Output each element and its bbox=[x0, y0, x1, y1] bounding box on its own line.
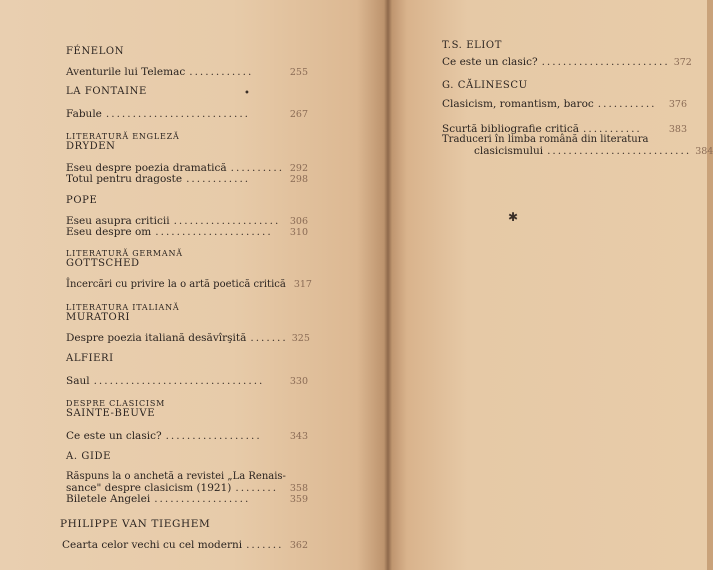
leader-dots: .................... bbox=[173, 215, 281, 227]
author-heading: FÉNELON bbox=[66, 46, 125, 57]
toc-entry bbox=[66, 332, 308, 345]
page-number: 359 bbox=[289, 494, 308, 505]
author-heading: POPE bbox=[66, 195, 98, 206]
page-number: 267 bbox=[289, 109, 308, 120]
entry-text-line: Răspuns la o anchetă a revistei „La Renais- bbox=[66, 471, 286, 482]
toc-entry bbox=[442, 56, 692, 69]
entry-title: Încercări cu privire la o artă poetică critică bbox=[66, 279, 286, 290]
right-page bbox=[388, 0, 713, 570]
entry-title: Despre poezia italiană desăvîrşită bbox=[66, 332, 247, 344]
leader-dots: ........................ bbox=[541, 56, 670, 68]
author-heading: ALFIERI bbox=[66, 353, 114, 364]
toc-entry bbox=[66, 108, 308, 121]
entry-title: clasicismului bbox=[474, 145, 544, 157]
toc-entry bbox=[474, 145, 713, 158]
section-heading: DESPRE CLASICISM bbox=[66, 399, 166, 408]
leader-dots: ....... bbox=[246, 539, 284, 551]
entry-text-line: Traduceri în limba română din literatura bbox=[442, 134, 649, 145]
page-number: 330 bbox=[289, 376, 308, 387]
ink-blot: ✱ bbox=[508, 210, 519, 224]
page-number: 362 bbox=[289, 540, 308, 551]
entry-title: Aventurile lui Telemac bbox=[66, 66, 186, 78]
leader-dots: .................. bbox=[165, 430, 262, 442]
entry-title: Clasicism, romantism, baroc bbox=[442, 98, 594, 110]
leader-dots: ........................... bbox=[105, 108, 251, 120]
leader-dots: ........... bbox=[583, 123, 642, 135]
entry-title: sance" despre clasicism (1921) bbox=[66, 482, 232, 494]
page-number: 343 bbox=[289, 431, 308, 442]
page-number: 292 bbox=[289, 163, 308, 174]
leader-dots: ........................... bbox=[547, 145, 692, 157]
toc-entry bbox=[442, 98, 687, 111]
entry-title: Totul pentru dragoste bbox=[66, 173, 183, 185]
toc-entry bbox=[66, 66, 308, 79]
author-heading: G. CĂLINESCU bbox=[442, 80, 528, 91]
toc-entry bbox=[66, 173, 308, 186]
leader-dots: ...................... bbox=[155, 226, 273, 238]
page-number: 383 bbox=[668, 124, 687, 135]
entry-title: Eseu asupra criticii bbox=[66, 215, 170, 227]
entry-title: Cearta celor vechi cu cel moderni bbox=[62, 539, 243, 551]
leader-dots: ........ bbox=[235, 482, 279, 494]
toc-entry bbox=[66, 279, 312, 291]
page-number: 310 bbox=[289, 227, 308, 238]
toc-entry bbox=[66, 375, 308, 388]
leader-dots: .......... bbox=[230, 162, 285, 174]
entry-title: Eseu despre om bbox=[66, 226, 152, 238]
page-number: 372 bbox=[673, 57, 692, 68]
page-number: 317 bbox=[293, 279, 312, 290]
ink-speck: • bbox=[244, 88, 250, 99]
author-heading: GOTTSCHED bbox=[66, 258, 140, 269]
entry-title: Ce este un clasic? bbox=[442, 56, 538, 68]
page-number: 255 bbox=[289, 67, 308, 78]
page-number: 306 bbox=[289, 216, 308, 227]
leader-dots: ....... bbox=[250, 332, 288, 344]
author-heading: DRYDEN bbox=[66, 141, 116, 152]
entry-title: Fabule bbox=[66, 108, 102, 120]
entry-title: Biletele Angelei bbox=[66, 493, 151, 505]
book-spine-shadow bbox=[384, 0, 392, 570]
page-number: 358 bbox=[289, 483, 308, 494]
author-heading: MURATORI bbox=[66, 312, 131, 323]
entry-title: Eseu despre poezia dramatică bbox=[66, 162, 227, 174]
toc-entry bbox=[66, 493, 308, 506]
leader-dots: ........... bbox=[597, 98, 657, 110]
entry-title: Scurtă bibliografie critică bbox=[442, 123, 580, 135]
page-number: 376 bbox=[668, 99, 687, 110]
leader-dots: ................................ bbox=[93, 375, 265, 387]
toc-entry bbox=[66, 226, 308, 239]
page-number: 384 bbox=[695, 146, 713, 157]
leader-dots: .................. bbox=[154, 493, 251, 505]
author-heading: A. GIDE bbox=[66, 451, 112, 462]
author-heading: LA FONTAINE bbox=[66, 86, 147, 97]
author-heading: PHILIPPE VAN TIEGHEM bbox=[60, 518, 211, 530]
toc-entry bbox=[66, 430, 308, 443]
page-number: 298 bbox=[289, 174, 308, 185]
author-heading: T.S. ELIOT bbox=[442, 40, 502, 51]
section-heading: LITERATURA ITALIANĂ bbox=[66, 303, 180, 312]
leader-dots: ............ bbox=[189, 66, 254, 78]
author-heading: SAINTE-BEUVE bbox=[66, 408, 156, 419]
toc-entry bbox=[62, 539, 308, 552]
entry-title: Saul bbox=[66, 375, 90, 387]
leader-dots: ............ bbox=[186, 173, 251, 185]
section-heading: LITERATURĂ GERMANĂ bbox=[66, 249, 183, 258]
page-number: 325 bbox=[291, 333, 310, 344]
section-heading: LITERATURĂ ENGLEZĂ bbox=[66, 132, 180, 141]
entry-title: Ce este un clasic? bbox=[66, 430, 162, 442]
